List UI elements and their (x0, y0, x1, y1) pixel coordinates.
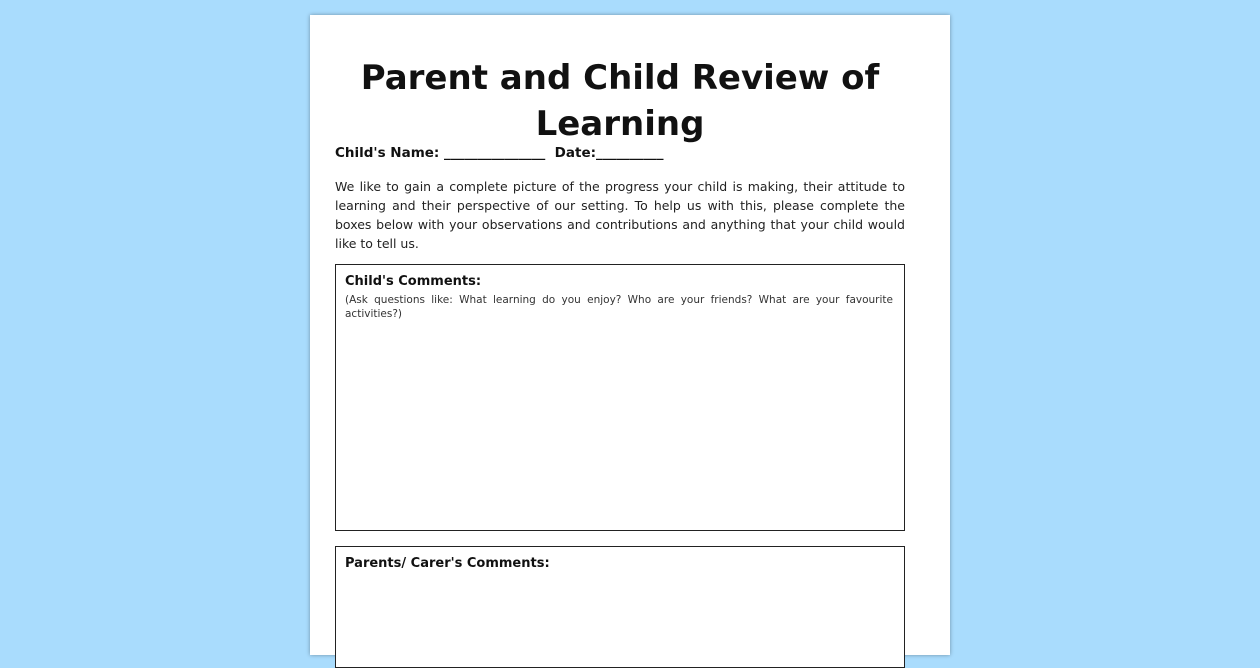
child-comments-box (335, 264, 905, 531)
child-comments-heading: Child's Comments: (345, 274, 482, 289)
child-comments-hint: (Ask questions like: What learning do you enjoy? Who are your friends? What are your favourite activities?) (345, 294, 893, 320)
name-date-line: Child's Name: _______________ Date:__________ (335, 145, 664, 161)
page-title: Parent and Child Review of Learning (360, 58, 880, 144)
worksheet-page (310, 15, 950, 655)
parent-comments-heading: Parents/ Carer's Comments: (345, 556, 550, 571)
parent-comments-box (335, 546, 905, 668)
intro-paragraph: We like to gain a complete picture of the progress your child is making, their attitude to learning and their perspective of our setting. To help us with this, please complete the boxes below with your observations and contributions and anything that your child would like to tell us. (335, 179, 905, 251)
